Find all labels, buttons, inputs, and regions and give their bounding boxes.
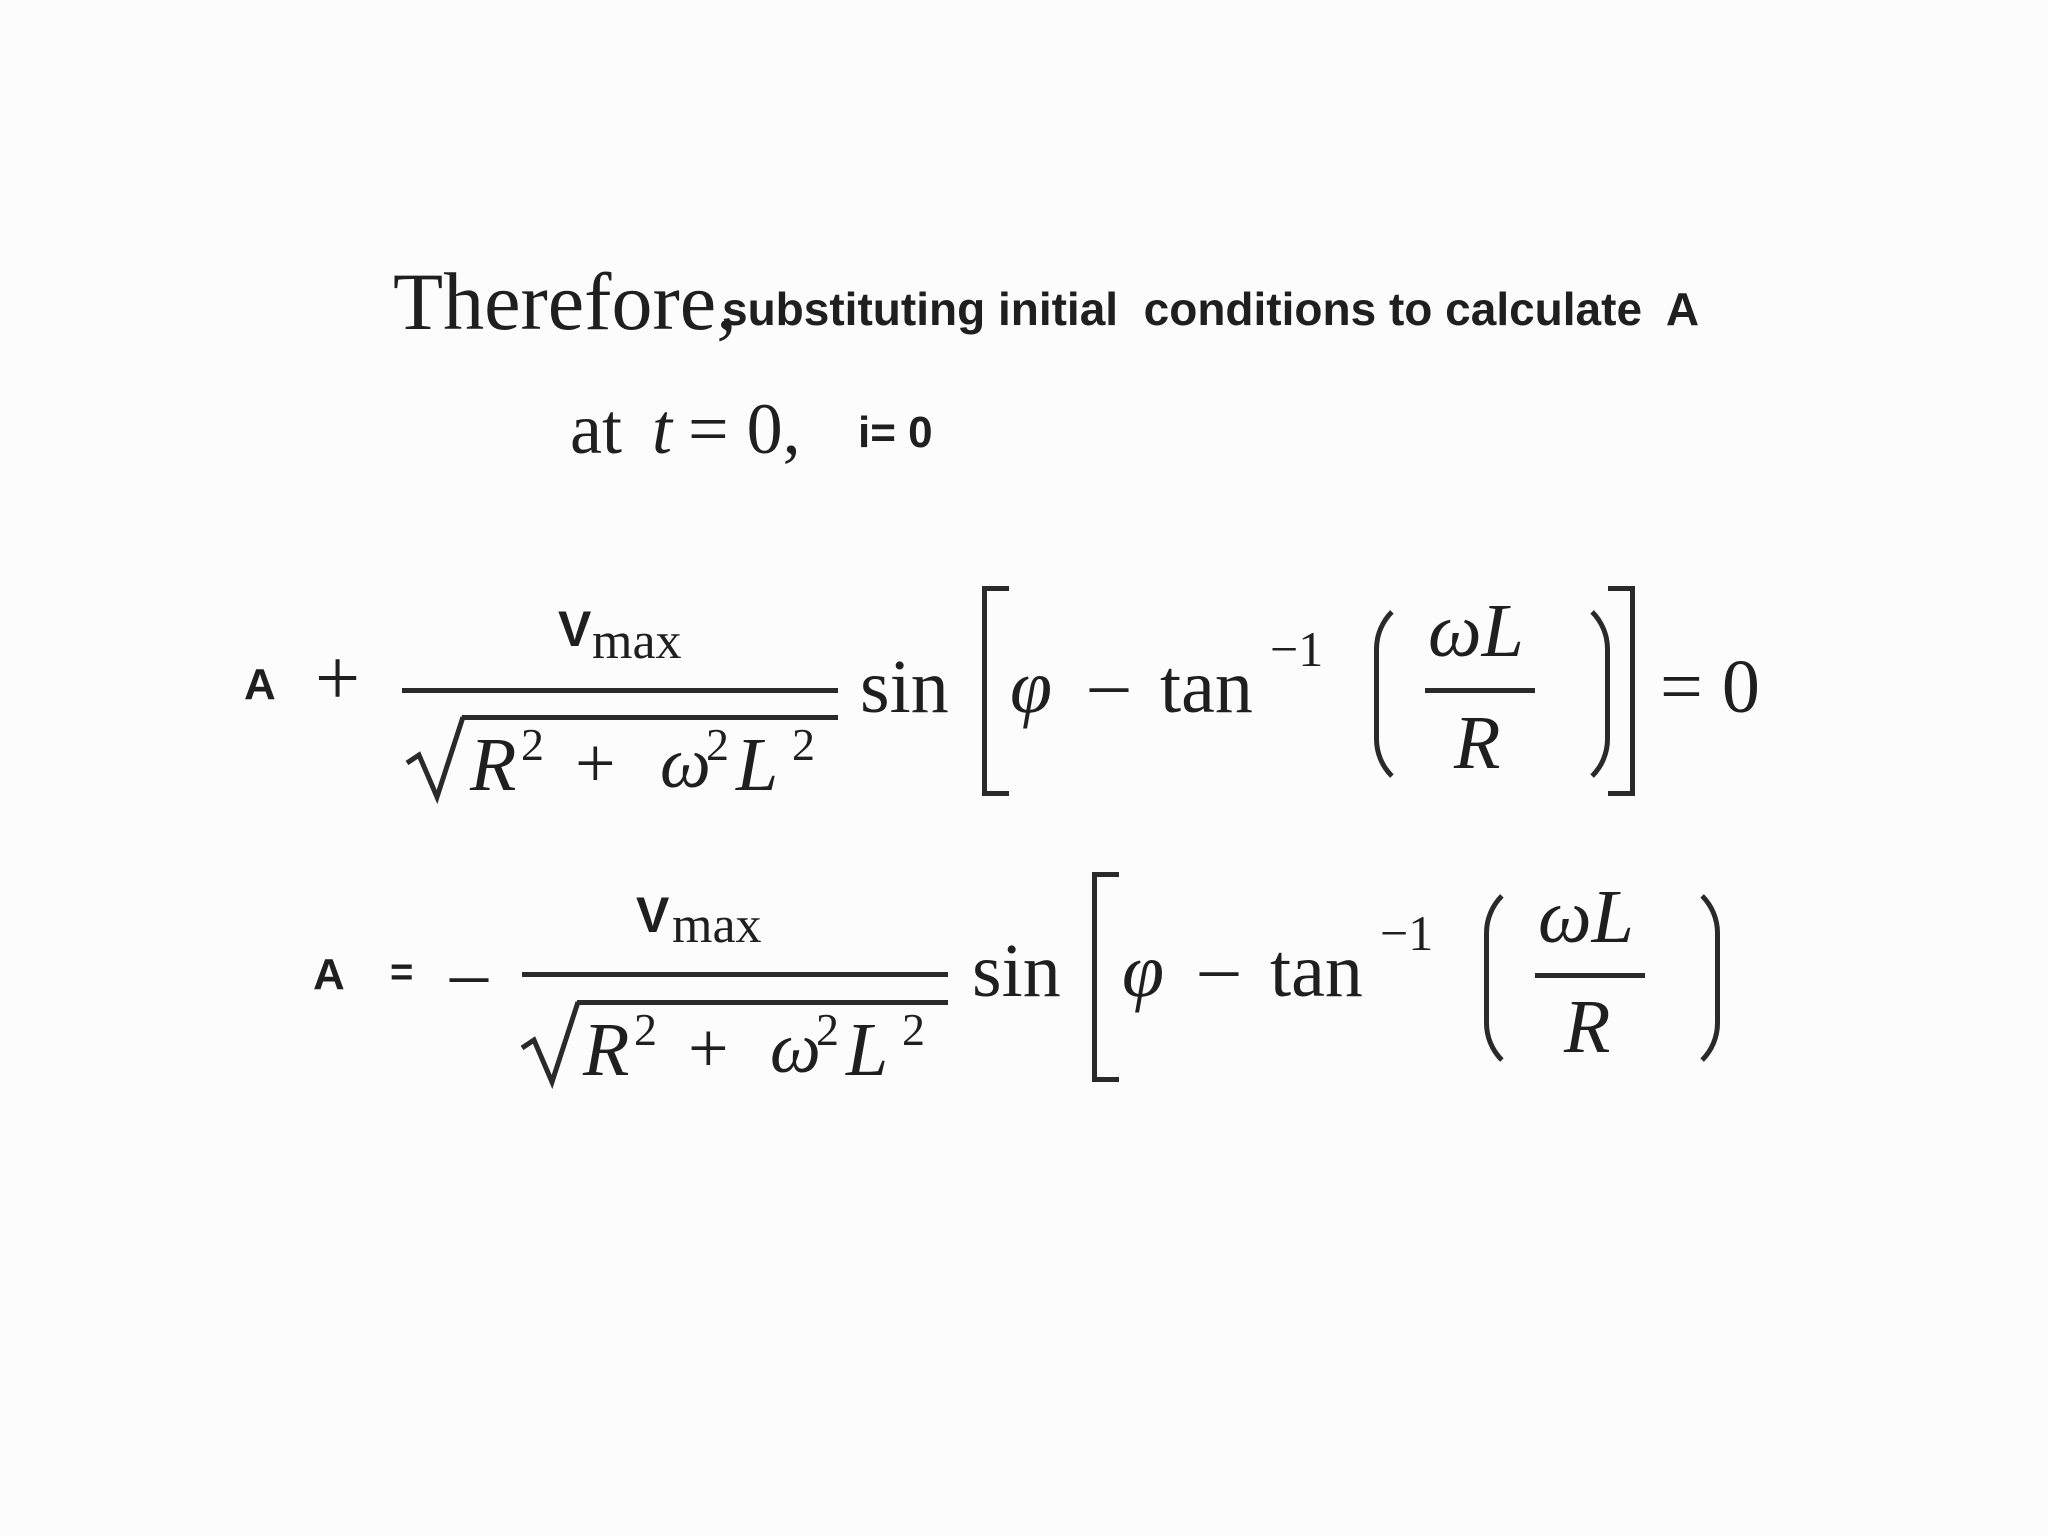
- eq1-den-r-exp: 2: [521, 719, 544, 770]
- eq1-den-l: L: [736, 723, 779, 807]
- eq1-phi: φ: [1010, 645, 1053, 729]
- eq2-tan: tan: [1270, 929, 1363, 1013]
- therefore-text: Therefore,: [393, 256, 737, 347]
- eq2-minus-sign: –: [450, 931, 488, 1015]
- eq1-tan: tan: [1160, 645, 1253, 729]
- eq1-inner-fraction-bar: [1425, 688, 1535, 693]
- eq2-left-bracket: [1092, 872, 1119, 1082]
- eq1-den-r: R: [470, 723, 517, 807]
- eq1-inner-den: R: [1454, 701, 1501, 785]
- eq1-tan-exp: −1: [1270, 621, 1324, 677]
- eq2-fraction-bar: [522, 972, 948, 977]
- eq1-fraction-bar: [402, 688, 838, 693]
- eq2-radical-sign: [520, 1000, 580, 1090]
- eq2-sin: sin: [972, 929, 1061, 1013]
- eq2-den-omega: ω: [770, 1008, 821, 1088]
- eq2-radical-bar: [577, 1000, 948, 1005]
- eq2-inner-den: R: [1564, 985, 1611, 1069]
- eq2-den-r-exp: 2: [634, 1004, 657, 1055]
- eq1-lhs-a: A: [244, 660, 276, 709]
- eq2-tan-exp: −1: [1380, 905, 1434, 961]
- eq2-inner-num: ωL: [1538, 875, 1634, 959]
- eq2-equals: =: [390, 950, 414, 994]
- instruction-text: substituting initial conditions to calculate A: [722, 283, 1700, 335]
- eq2-den-plus: +: [688, 1008, 729, 1088]
- eq1-right-paren: [1545, 594, 1610, 794]
- condition-equals: = 0,: [688, 389, 801, 469]
- eq1-right-bracket: [1608, 586, 1635, 796]
- eq1-radical-bar: [462, 715, 838, 720]
- condition-i: i= 0: [858, 408, 933, 457]
- eq1-minus: –: [1090, 641, 1128, 725]
- eq2-lhs-a: A: [313, 950, 345, 999]
- eq1-den-omega-exp: 2: [706, 719, 729, 770]
- eq1-numerator-sub: max: [592, 613, 682, 670]
- condition-at: at: [570, 389, 622, 469]
- eq2-den-l-exp: 2: [902, 1004, 925, 1055]
- eq1-left-bracket: [982, 586, 1009, 796]
- eq1-den-plus: +: [575, 723, 616, 803]
- eq1-plus: +: [315, 635, 361, 723]
- eq1-radical-sign: [405, 715, 465, 805]
- eq1-den-l-exp: 2: [792, 719, 815, 770]
- eq1-rhs: = 0: [1660, 645, 1760, 729]
- eq2-minus: –: [1200, 925, 1238, 1009]
- eq2-phi: φ: [1122, 929, 1165, 1013]
- eq1-numerator-v: V: [558, 601, 592, 657]
- eq2-numerator-v: V: [636, 887, 670, 943]
- eq2-den-r: R: [583, 1008, 630, 1092]
- eq1-sin: sin: [860, 645, 949, 729]
- eq1-den-omega: ω: [660, 723, 711, 803]
- eq2-den-l: L: [846, 1008, 889, 1092]
- eq1-inner-num: ωL: [1428, 589, 1524, 673]
- condition-t: t: [652, 389, 673, 469]
- eq2-den-omega-exp: 2: [816, 1004, 839, 1055]
- eq2-right-paren: [1655, 878, 1720, 1078]
- eq2-numerator-sub: max: [672, 897, 762, 954]
- eq2-inner-fraction-bar: [1535, 973, 1645, 978]
